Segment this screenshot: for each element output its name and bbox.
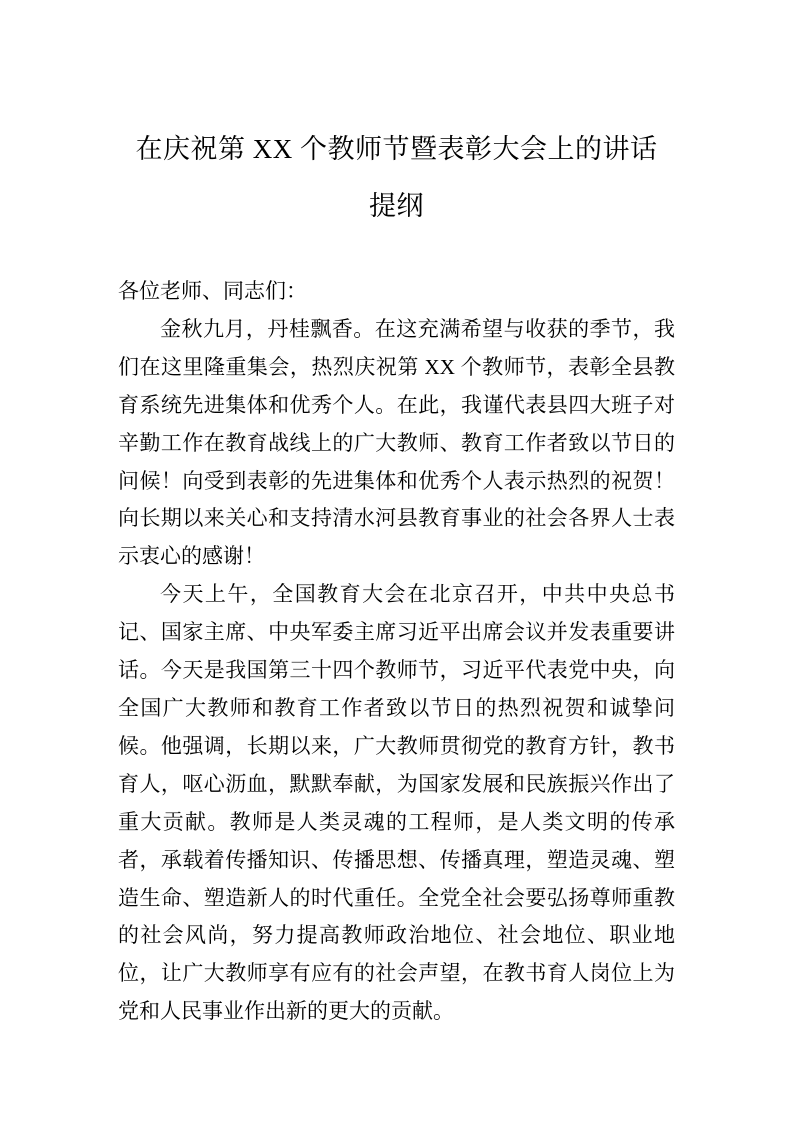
paragraph-national-conference: 今天上午，全国教育大会在北京召开，中共中央总书记、国家主席、中央军委主席习近平出席会议并发表重要讲话。今天是我国第三十四个教师节，习近平代表党中央，向全国广大教师和教育工作者致以节日的热烈祝贺和诚挚问候。他强调，长期以来，广大教师贯彻党的教育方针，教书育人，呕心沥血，默默奉献，为国家发展和民族振兴作出了重大贡献。教师是人类灵魂的工程师，是人类文明的传承者，承载着传播知识、传播思想、传播真理，塑造灵魂、塑造生命、塑造新人的时代重任。全党全社会要弘扬尊师重教的社会风尚，努力提高教师政治地位、社会地位、职业地位，让广大教师享有应有的社会声望，在教书育人岗位上为党和人民事业作出新的更大的贡献。 bbox=[118, 582, 675, 1024]
document-body bbox=[118, 273, 675, 1031]
paragraph-greeting: 金秋九月，丹桂飘香。在这充满希望与收获的季节，我们在这里隆重集会，热烈庆祝第 XX 个教师节，表彰全县教育系统先进集体和优秀个人。在此，我谨代表县四大班子对辛勤工作在教育战线上的广大教师、教育工作者致以节日的问候！向受到表彰的先进集体和优秀个人表示热烈的祝贺！向长期以来关心和支持清水河县教育事业的社会各界人士表示衷心的感谢！ bbox=[118, 316, 675, 569]
document-title: 在庆祝第 XX 个教师节暨表彰大会上的讲话提纲 bbox=[135, 134, 658, 221]
salutation-line: 各位老师、同志们： bbox=[118, 279, 307, 303]
